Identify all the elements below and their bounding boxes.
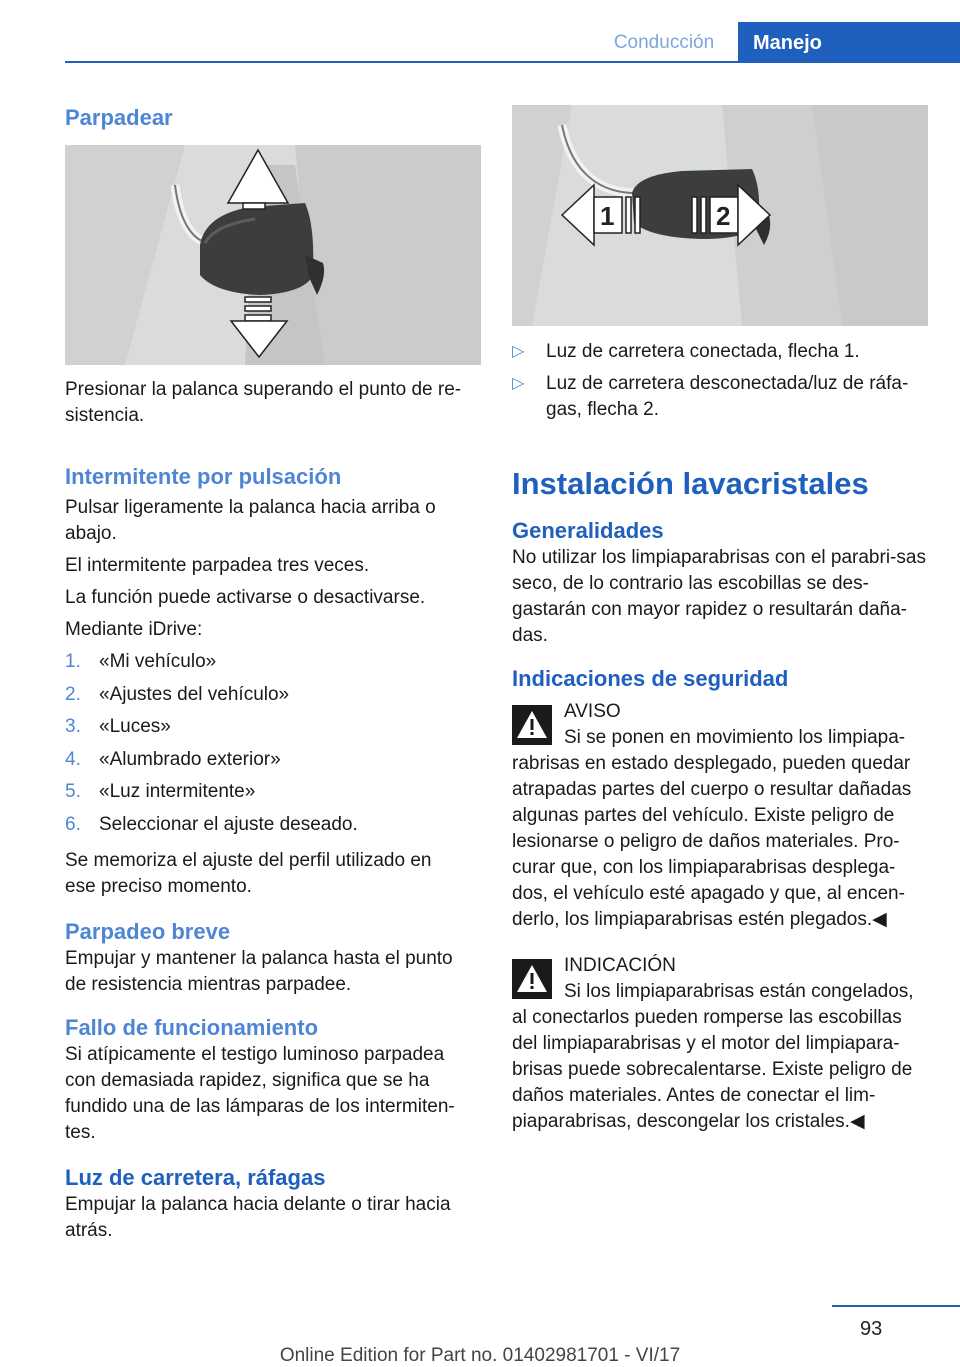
text-generalidades: No utilizar los limpiaparabrisas con el parabri‐sas seco, de lo contrario las escobillas se des‐gastarán con mayor rapidez o resultarán daña‐das.	[512, 547, 926, 646]
right-column-body	[512, 339, 928, 1135]
triangle-bullet-icon: ▷	[512, 375, 525, 392]
heading-intermitente-pulsacion: Intermitente por pulsación	[65, 464, 342, 489]
heading-seguridad: Indicaciones de seguridad	[512, 666, 789, 691]
figure-stalk-forward-back	[512, 105, 928, 326]
list-item: 3. «Luces»	[65, 716, 171, 737]
left-column	[65, 104, 481, 132]
figure-stalk-updown-drawing	[65, 145, 481, 365]
warning-indicacion	[512, 953, 928, 1135]
footer-rule	[832, 1305, 960, 1307]
list-item: 1. «Mi vehículo»	[65, 651, 217, 672]
warning-indicacion-title: INDICACIÓN	[564, 955, 676, 976]
text-tres-veces: El intermitente parpadea tres veces.	[65, 555, 370, 576]
arrow-2-label: 2	[716, 201, 731, 231]
heading-parpadear: Parpadear	[65, 105, 173, 130]
text-pulsar: Pulsar ligeramente la palanca hacia arriba o abajo.	[65, 497, 436, 544]
heading-parpadeo-breve: Parpadeo breve	[65, 919, 231, 944]
heading-luz-carretera: Luz de carretera, ráfagas	[65, 1165, 326, 1190]
text-fallo: Si atípicamente el testigo luminoso parpadea con demasiada rapidez, significa que se ha fundido una de las lámparas de los intermiten‐tes.	[65, 1044, 455, 1143]
list-item: ▷ Luz de carretera conectada, flecha 1.	[512, 339, 928, 365]
list-item: 2. «Ajustes del vehículo»	[65, 683, 290, 705]
warning-triangle-icon	[512, 705, 552, 745]
list-item: ▷ Luz de carretera desconectada/luz de ráfa‐gas, flecha 2.	[512, 373, 909, 420]
list-item: 6. Seleccionar el ajuste deseado.	[65, 813, 358, 835]
text-luz-carretera: Empujar la palanca hacia delante o tirar hacia atrás.	[65, 1194, 451, 1241]
list-item: 5. «Luz intermitente»	[65, 781, 256, 802]
warning-aviso	[512, 699, 928, 933]
figure-stalk-forward-back-drawing	[512, 105, 928, 326]
text-memoriza: Se memoriza el ajuste del perfil utilizado en ese preciso momento.	[65, 850, 432, 897]
warning-indicacion-body: al conectarlos pueden romperse las escobillas del limpiaparabrisas y el motor del limpiapara‐brisas puede sobrecalentarse. Existe peligro de daños materiales. Antes de conectar el lim‐piaparabrisas, descongelar los cristales.◀	[512, 1007, 913, 1132]
heading-fallo: Fallo de funcionamiento	[65, 1015, 319, 1040]
warning-aviso-first-line: Si se ponen en movimiento los limpiapa‐	[564, 727, 906, 748]
text-presionar: Presionar la palanca superando el punto de re‐sistencia.	[65, 379, 462, 426]
warning-aviso-title: AVISO	[564, 701, 621, 722]
text-funcion: La función puede activarse o desactivarse.	[65, 587, 426, 608]
left-column-body	[65, 377, 485, 1244]
steps-list	[65, 649, 485, 844]
figure-stalk-updown	[65, 145, 481, 365]
header-rule	[65, 61, 960, 63]
warning-aviso-body: rabrisas en estado desplegado, pueden quedar atrapadas partes del cuerpo o resultar dañadas algunas partes del vehículo. Existe peligro de lesionarse o peligro de daños materiales. Pro‐curar que, con los limpiaparabrisas desplega‐dos, el vehículo esté apagado y que, al encen‐derlo, los limpiaparabrisas estén plegados.◀	[512, 753, 912, 930]
bullet-list	[512, 339, 928, 423]
arrow-1-label: 1	[600, 201, 615, 231]
header-section-tab: Conducción	[613, 32, 715, 53]
page-number: 93	[860, 1318, 883, 1340]
warning-triangle-icon	[512, 959, 552, 999]
heading-generalidades: Generalidades	[512, 518, 664, 543]
list-item: 4. «Alumbrado exterior»	[65, 748, 281, 770]
header-chapter-tab: Manejo	[738, 22, 960, 61]
warning-indicacion-first-line: Si los limpiaparabrisas están congelados,	[564, 981, 914, 1002]
heading-instalacion-lavacristales: Instalación lavacristales	[512, 466, 869, 501]
triangle-bullet-icon: ▷	[512, 343, 525, 360]
text-empujar-mantener: Empujar y mantener la palanca hasta el punto de resistencia mientras parpadee.	[65, 948, 453, 995]
footer-edition: Online Edition for Part no. 01402981701 - VI/17	[279, 1345, 681, 1366]
text-mediante: Mediante iDrive:	[65, 619, 203, 640]
